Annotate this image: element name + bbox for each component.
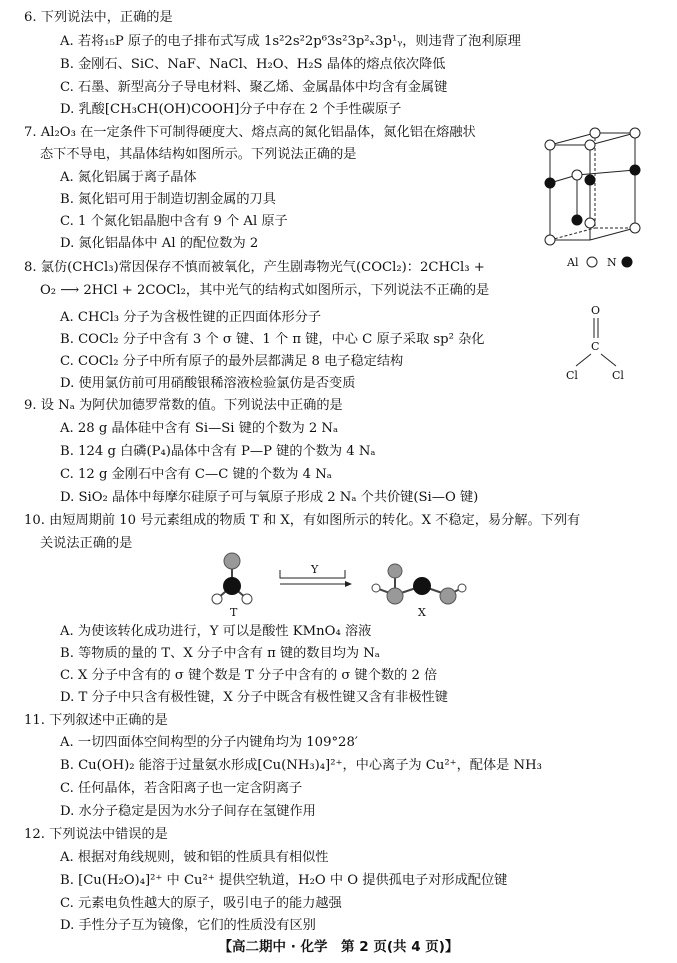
al-atom <box>545 140 555 150</box>
n-atom <box>585 175 596 186</box>
q6-option-c: C. 石墨、新型高分子导电材料、聚乙烯、金属晶体中均含有金属键 <box>60 80 448 95</box>
legend-n-label: N <box>607 256 617 269</box>
q7-option-b: B. 氮化铝可用于制造切割金属的刀具 <box>60 192 276 207</box>
q8-option-a: A. CHCl₃ 分子为含极性键的正四面体形分子 <box>60 310 322 325</box>
label-y: Y <box>311 563 319 576</box>
q12-option-b: B. [Cu(H₂O)₄]²⁺ 中 Cu²⁺ 提供空轨道，H₂O 中 O 提供孤电子对形成配位键 <box>60 873 508 888</box>
t-atom-top <box>224 553 240 569</box>
n-atom <box>572 215 583 226</box>
q8-stem-line1: 8. 氯仿(CHCl₃)常因保存不慎而被氧化，产生剧毒物光气(COCl₂)：2CHCl₃ + <box>24 260 485 275</box>
q11-option-d: D. 水分子稳定是因为水分子间存在氢键作用 <box>60 804 316 819</box>
q10-stem-line1: 10. 由短周期前 10 号元素组成的物质 T 和 X，有如图所示的转化。X 不稳定，易分解。下列有 <box>24 513 581 528</box>
legend-al-circle <box>587 257 597 267</box>
q6-stem: 6. 下列说法中，正确的是 <box>24 10 173 25</box>
legend-n-circle <box>622 257 633 268</box>
q8-option-c: C. COCl₂ 分子中所有原子的最外层都满足 8 电子稳定结构 <box>60 354 404 369</box>
q9-option-a: A. 28 g 晶体硅中含有 Si—Si 键的个数为 2 Nₐ <box>60 421 339 436</box>
x-atom-c <box>413 577 431 595</box>
q7-stem-line2: 态下不导电，其晶体结构如图所示。下列说法正确的是 <box>40 147 357 162</box>
q10-option-c: C. X 分子中含有的 σ 键个数是 T 分子中含有的 σ 键个数的 2 倍 <box>60 668 438 683</box>
al-atom <box>585 140 595 150</box>
al-atom <box>590 128 600 138</box>
q6-option-b: B. 金刚石、SiC、NaF、NaCl、H₂O、H₂S 晶体的熔点依次降低 <box>60 57 446 72</box>
q12-option-c: C. 元素电负性越大的原子，吸引电子的能力越强 <box>60 896 342 911</box>
q9-stem: 9. 设 Nₐ 为阿伏加德罗常数的值。下列说法中正确的是 <box>24 398 343 413</box>
q12-stem: 12. 下列说法中错误的是 <box>24 827 168 842</box>
q11-stem: 11. 下列叙述中正确的是 <box>24 713 168 728</box>
x-atom-h-left <box>372 584 380 592</box>
struct-c-label: C <box>591 340 600 353</box>
q6-option-d: D. 乳酸[CH₃CH(OH)COOH]分子中存在 2 个手性碳原子 <box>60 102 402 117</box>
q7-option-c: C. 1 个氮化铝晶胞中含有 9 个 Al 原子 <box>60 214 288 229</box>
q7-option-a: A. 氮化铝属于离子晶体 <box>60 170 197 185</box>
q6-option-a: A. 若将₁₅P 原子的电子排布式写成 1s²2s²2p⁶3s²3p²ₓ3p¹ᵧ，则违背了泡利原理 <box>60 34 521 49</box>
label-t: T <box>230 606 238 619</box>
q10-option-d: D. T 分子中只含有极性键，X 分子中既含有极性键又含有非极性键 <box>60 690 448 705</box>
al-atom <box>630 223 640 233</box>
q7-stem-line1: 7. Al₂O₃ 在一定条件下可制得硬度大、熔点高的氮化铝晶体，氮化铝在熔融状 <box>24 125 476 140</box>
al-atom <box>545 235 555 245</box>
q10-stem-line2: 关说法正确的是 <box>40 536 133 551</box>
t-atom-center <box>223 577 241 595</box>
q9-option-d: D. SiO₂ 晶体中每摩尔硅原子可与氧原子形成 2 Nₐ 个共价键(Si—O 键) <box>60 490 479 505</box>
n-atom <box>545 178 556 189</box>
x-atom-o-left <box>387 588 403 604</box>
struct-o-label: O <box>591 304 601 317</box>
q11-option-c: C. 任何晶体，若含阳离子也一定含阴离子 <box>60 781 303 796</box>
phosgene-structure <box>560 300 640 385</box>
q8-option-b: B. COCl₂ 分子中含有 3 个 σ 键、1 个 π 键，中心 C 原子采取 sp² 杂化 <box>60 332 485 347</box>
q7-option-d: D. 氮化铝晶体中 Al 的配位数为 2 <box>60 236 259 251</box>
q11-option-a: A. 一切四面体空间构型的分子内键角均为 109°28′ <box>60 735 358 750</box>
label-x: X <box>418 606 426 619</box>
page-footer: 【高二期中 · 化学 第 2 页(共 4 页)】 <box>218 939 459 955</box>
q12-option-d: D. 手性分子互为镜像，它们的性质没有区别 <box>60 918 316 933</box>
n-atom <box>630 165 641 176</box>
q10-option-b: B. 等物质的量的 T、X 分子中含有 π 键的数目均为 Nₐ <box>60 646 380 661</box>
t-atom-left <box>212 594 222 604</box>
legend-al-label: Al <box>567 256 579 269</box>
struct-cl1-label: Cl <box>566 369 578 382</box>
struct-cl2-label: Cl <box>612 369 624 382</box>
aln-crystal-figure <box>535 125 665 270</box>
al-atom <box>630 128 640 138</box>
al-atom <box>572 170 582 180</box>
q12-option-a: A. 根据对角线规则，铍和铝的性质具有相似性 <box>60 850 329 865</box>
q10-option-a: A. 为使该转化成功进行，Y 可以是酸性 KMnO₄ 溶液 <box>60 624 372 639</box>
t-atom-right <box>242 594 252 604</box>
x-atom-o-right <box>440 588 456 604</box>
q9-option-b: B. 124 g 白磷(P₄)晶体中含有 P—P 键的个数为 4 Nₐ <box>60 444 376 459</box>
q8-stem-line2: O₂ ⟶ 2HCl + 2COCl₂，其中光气的结构式如图所示，下列说法不正确的是 <box>40 283 490 298</box>
q8-option-d: D. 使用氯仿前可用硝酸银稀溶液检验氯仿是否变质 <box>60 376 356 391</box>
x-atom-o-top <box>388 564 402 578</box>
q9-option-c: C. 12 g 金刚石中含有 C—C 键的个数为 4 Nₐ <box>60 467 332 482</box>
reaction-figure <box>200 548 470 618</box>
q11-option-b: B. Cu(OH)₂ 能溶于过量氨水形成[Cu(NH₃)₄]²⁺，中心离子为 Cu²⁺，配体是 NH₃ <box>60 758 542 773</box>
al-atom <box>585 218 595 228</box>
x-atom-h-right <box>458 584 466 592</box>
